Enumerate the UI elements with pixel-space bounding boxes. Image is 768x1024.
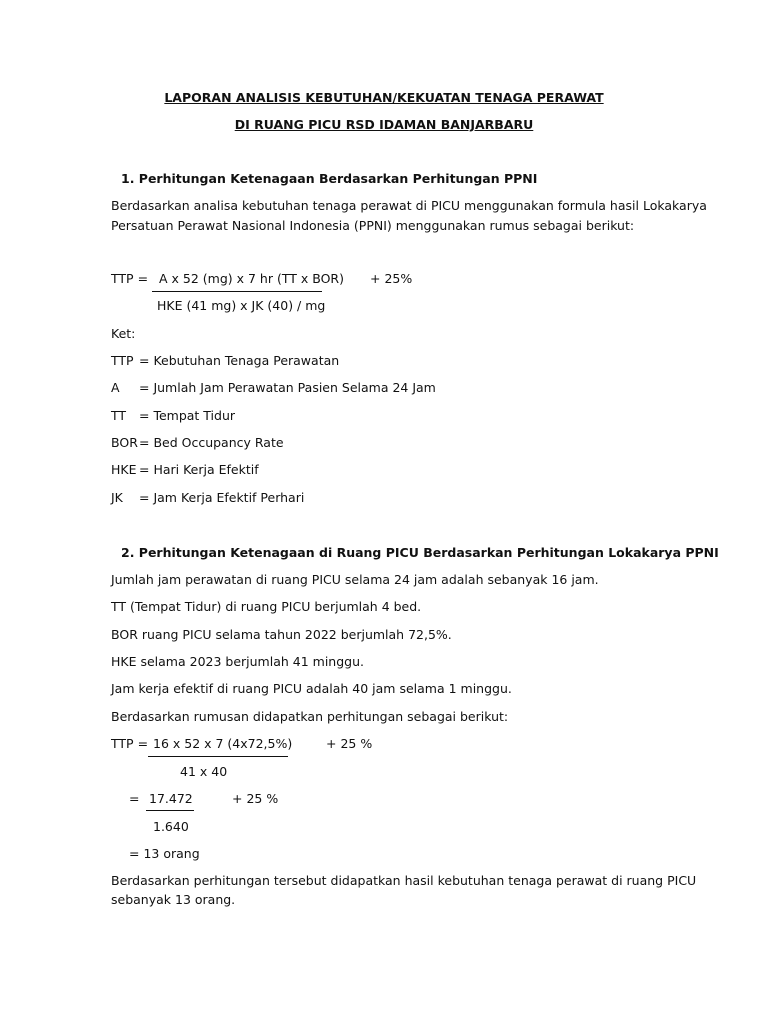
ket-definition: = Bed Occupancy Rate xyxy=(139,435,284,450)
section2-line: HKE selama 2023 berjumlah 41 minggu. xyxy=(111,654,364,669)
formula-fraction-line xyxy=(152,291,322,292)
ket-term: TT xyxy=(111,408,127,423)
ket-definition: = Hari Kerja Efektif xyxy=(139,462,259,477)
calc-plus-2: + 25 % xyxy=(232,791,279,806)
conclusion-line2: sebanyak 13 orang. xyxy=(111,892,236,907)
section2-line: Berdasarkan rumusan didapatkan perhitungan sebagai berikut: xyxy=(111,709,509,724)
section1-paragraph-line2: Persatuan Perawat Nasional Indonesia (PPNI) menggunakan rumus sebagai berikut: xyxy=(111,218,635,233)
report-title-line2: DI RUANG PICU RSD IDAMAN BANJARBARU xyxy=(234,117,534,132)
section2-line: Jumlah jam perawatan di ruang PICU selama 24 jam adalah sebanyak 16 jam. xyxy=(111,572,599,587)
ket-term: JK xyxy=(111,490,123,505)
section1-heading: 1. Perhitungan Ketenagaan Berdasarkan Perhitungan PPNI xyxy=(121,171,538,186)
section2-line: BOR ruang PICU selama tahun 2022 berjumlah 72,5%. xyxy=(111,627,452,642)
calc-result: = 13 orang xyxy=(129,846,200,861)
ket-term: A xyxy=(111,380,120,395)
ket-definition: = Kebutuhan Tenaga Perawatan xyxy=(139,353,340,368)
ket-term: TTP xyxy=(111,353,134,368)
formula-plus: + 25% xyxy=(370,271,413,286)
calc-denominator-2: 1.640 xyxy=(153,819,189,834)
calc-equals: = xyxy=(129,791,140,806)
conclusion-line1: Berdasarkan perhitungan tersebut didapatkan hasil kebutuhan tenaga perawat di ruang PICU xyxy=(111,873,697,888)
calc-numerator-2: 17.472 xyxy=(149,791,193,806)
section2-heading: 2. Perhitungan Ketenagaan di Ruang PICU Berdasarkan Perhitungan Lokakarya PPNI xyxy=(121,545,719,560)
calc-denominator-1: 41 x 40 xyxy=(180,764,228,779)
ket-term: HKE xyxy=(111,462,137,477)
calc-fraction-line-2 xyxy=(146,810,194,811)
calc-plus-1: + 25 % xyxy=(326,736,373,751)
section2-line: Jam kerja efektif di ruang PICU adalah 40 jam selama 1 minggu. xyxy=(111,681,512,696)
formula-lhs: TTP = xyxy=(111,271,149,286)
ket-definition: = Jam Kerja Efektif Perhari xyxy=(139,490,305,505)
ket-term: BOR xyxy=(111,435,138,450)
calc-lhs: TTP = xyxy=(111,736,149,751)
formula-denominator: HKE (41 mg) x JK (40) / mg xyxy=(157,298,326,313)
ket-definition: = Tempat Tidur xyxy=(139,408,236,423)
calc-fraction-line-1 xyxy=(148,756,288,757)
ket-label: Ket: xyxy=(111,326,136,341)
calc-numerator-1: 16 x 52 x 7 (4x72,5%) xyxy=(153,736,293,751)
section2-line: TT (Tempat Tidur) di ruang PICU berjumlah 4 bed. xyxy=(111,599,422,614)
ket-definition: = Jumlah Jam Perawatan Pasien Selama 24 Jam xyxy=(139,380,436,395)
formula-numerator: A x 52 (mg) x 7 hr (TT x BOR) xyxy=(159,271,344,286)
section1-paragraph-line1: Berdasarkan analisa kebutuhan tenaga perawat di PICU menggunakan formula hasil Lokakarya xyxy=(111,198,707,213)
report-title-line1: LAPORAN ANALISIS KEBUTUHAN/KEKUATAN TENAGA PERAWAT xyxy=(164,90,604,105)
